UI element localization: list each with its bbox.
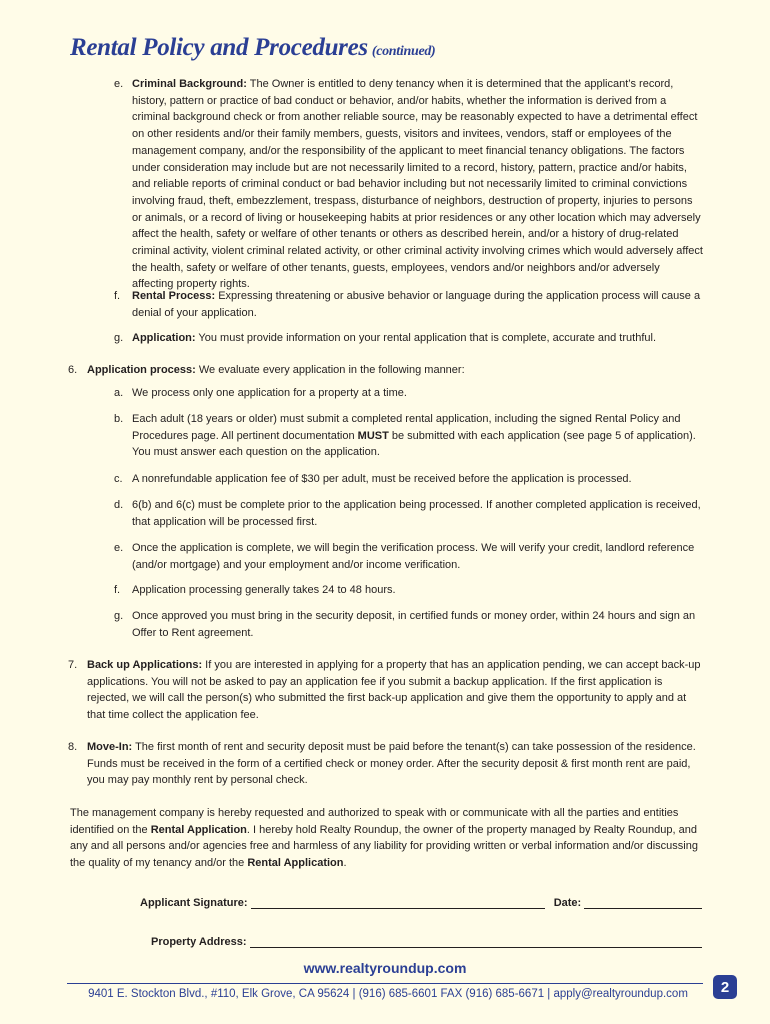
process-step-a (114, 385, 704, 402)
item-text: 6(b) and 6(c) must be complete prior to the application being processed. If another completed application is received, that application will be processed first. (132, 499, 701, 528)
date-line[interactable] (584, 894, 702, 909)
item-marker: 7. (68, 659, 78, 671)
item-marker: c. (114, 473, 123, 485)
section-application-process (68, 362, 704, 379)
section-move-in (68, 739, 704, 789)
item-marker: e. (114, 542, 124, 554)
item-marker: d. (114, 499, 124, 511)
rental-application-ref: Rental Application (247, 857, 344, 870)
item-text: If you are interested in applying for a property that has an application pending, we can accept back-up applications. You will not be asked to pay an application fee if you submit a backup application. If the first application is rejected, we will call the person(s) who submitted the first back-up application and give them the opportunity to apply and at that time collect the application fee. (87, 659, 701, 722)
policy-item-rental-process (114, 288, 704, 321)
item-text: Once approved you must bring in the security deposit, in certified funds or money order, within 24 hours and sign an Offer to Rent agreement. (132, 610, 696, 639)
item-text: Application processing generally takes 24 to 48 hours. (132, 584, 396, 596)
process-step-e (114, 540, 704, 573)
title-suffix: (continued) (371, 44, 436, 59)
item-marker: 6. (68, 364, 78, 376)
process-step-c (114, 471, 704, 488)
item-marker: b. (114, 413, 124, 425)
item-marker: f. (114, 584, 121, 596)
section-backup-applications (68, 657, 704, 724)
item-marker: e. (114, 78, 124, 90)
footer-divider (67, 983, 703, 984)
date-label: Date: (553, 897, 582, 909)
item-lead: Criminal Background: (132, 78, 247, 90)
signature-label: Applicant Signature: (140, 897, 248, 909)
item-marker: f. (114, 290, 121, 302)
item-lead: Application: (132, 332, 196, 344)
item-text: You must provide information on your rental application that is complete, accurate and truthful. (195, 332, 656, 344)
signature-line[interactable] (251, 894, 545, 909)
item-marker: g. (114, 332, 124, 344)
item-marker: 8. (68, 741, 78, 753)
footer-contact: 9401 E. Stockton Blvd., #110, Elk Grove, CA 95624 | (916) 685-6601 FAX (916) 685-6671 | apply@realtyroundup.com (88, 988, 688, 1000)
item-text: We process only one application for a property at a time. (132, 387, 407, 399)
policy-item-application (114, 330, 704, 347)
address-label: Property Address: (151, 936, 247, 948)
policy-item-criminal-background (114, 76, 704, 293)
page-title (70, 34, 435, 62)
page-number-badge: 2 (713, 975, 737, 999)
item-text: A nonrefundable application fee of $30 per adult, must be received before the application is processed. (132, 473, 632, 485)
item-lead: Back up Applications: (87, 659, 203, 671)
process-step-f (114, 582, 704, 599)
item-text: We evaluate every application in the following manner: (195, 364, 465, 376)
item-text: Once the application is complete, we will begin the verification process. We will verify your credit, landlord reference (and/or mortgage) and your employment and/or income verification. (132, 542, 695, 571)
authorization-paragraph: The management company is hereby requested and authorized to speak with or communicate with all the parties and entities identified on the Rental Application. I hereby hold Realty Roundup, the owner of the property managed by Realty Roundup, and any and all persons and/or agencies free and harmless of any liability for providing written or verbal information and/or discussing the quality of my tenancy and/or the Rental Application. (70, 807, 698, 870)
title-text: Rental Policy and Procedures (70, 34, 368, 61)
item-emphasis: MUST (357, 429, 389, 442)
address-line[interactable] (250, 933, 702, 948)
item-text: Each adult (18 years or older) must submit a completed rental application, including the signed Rental Policy and Procedures page. All pertinent documentation (132, 413, 681, 442)
item-lead: Rental Process: (132, 290, 216, 302)
item-text: The Owner is entitled to deny tenancy when it is determined that the applicant’s record, history, pattern or practice of bad conduct or behavior, and/or habits, whether the information is derived from a criminal background check or from another reliable source, may be reasonably expected to have a detrimental effect on other residents and/or their family members, guests, visitors and invitees, vendors, staff or employees of the management company, and/or the responsibility of the applicant to meet financial tenancy obligations. The factors under consideration may include but are not necessarily limited to a record, history, pattern, practice and/or habits, and reliable reports of criminal conduct or bad behavior including but not necessarily limited to criminal convictions involving fraud, theft, embezzlement, trespass, disturbance of neighbors, destruction of property, injuries to persons or animals, or a record of living or housekeeping habits at prior residences or any other location which may adversely affect the health, safety or welfare of other tenants or others as described herein, and/or a history of drug-related criminal activity, violent criminal related activity, or other criminal activity involving crimes which would adversely affect the health, safety or welfare of other tenants, guests, employees, vendors and/or neighbors and/or adversely affecting property rights. (132, 78, 703, 291)
item-text: The first month of rent and security deposit must be paid before the tenant(s) can take possession of the residence. Funds must be received in the form of a certified check or money order. After the security deposit & first month rent are paid, you may pay monthly rent by personal check. (87, 741, 696, 787)
item-text: Expressing threatening or abusive behavior or language during the application process will cause a denial of your application. (132, 290, 701, 319)
process-step-b (114, 411, 704, 461)
item-lead: Application process: (87, 364, 196, 376)
rental-application-ref: Rental Application (150, 823, 247, 836)
signature-row (140, 894, 702, 909)
item-marker: a. (114, 387, 124, 399)
item-text-tail: be submitted with each application (see page 5 of application). You must answer each question on the application. (132, 429, 696, 459)
process-step-d (114, 497, 704, 530)
process-step-g (114, 608, 704, 641)
item-lead: Move-In: (87, 741, 133, 753)
website-link[interactable]: www.realtyroundup.com (303, 960, 467, 976)
item-marker: g. (114, 610, 124, 622)
address-row (151, 933, 702, 948)
